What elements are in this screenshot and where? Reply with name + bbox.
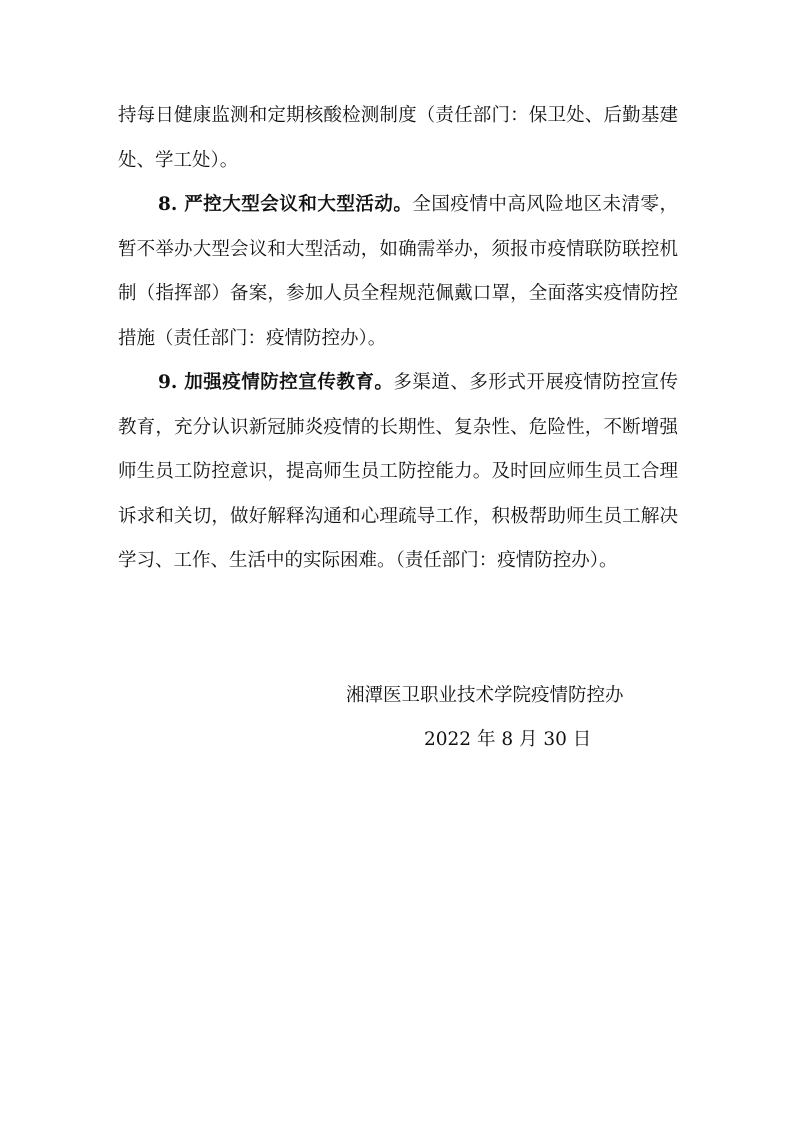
paragraph-item-9 — [118, 361, 678, 584]
signature-organization: 湘潭医卫职业技术学院疫情防控办 — [346, 685, 624, 706]
paragraph-text: 持每日健康监测和定期核酸检测制度（责任部门：保卫处、后勤基建处、学工处）。 — [118, 105, 678, 171]
item-9-text: 多渠道、多形式开展疫情防控宣传教育，充分认识新冠肺炎疫情的长期性、复杂性、危险性，不断增强师生员工防控意识，提高师生员工防控能力。及时回应师生员工合理诉求和关切，做好解释沟通和心理疏导工作，积极帮助师生员工解决学习、工作、生活中的实际困难。（责任部门：疫情防控办）。 — [118, 372, 678, 571]
signature-date: 2022 年 8 月 30 日 — [424, 729, 592, 750]
paragraph-continuation — [118, 94, 678, 183]
signature-block — [0, 674, 793, 774]
document-body — [118, 94, 678, 584]
item-8-heading: 8. 严控大型会议和大型活动。 — [158, 194, 413, 215]
item-9-heading: 9. 加强疫情防控宣传教育。 — [158, 372, 394, 393]
item-8-text: 全国疫情中高风险地区未清零，暂不举办大型会议和大型活动，如确需举办，须报市疫情联防联控机制（指挥部）备案，参加人员全程规范佩戴口罩，全面落实疫情防控措施（责任部门：疫情防控办）。 — [118, 194, 678, 349]
paragraph-item-8 — [118, 183, 678, 361]
